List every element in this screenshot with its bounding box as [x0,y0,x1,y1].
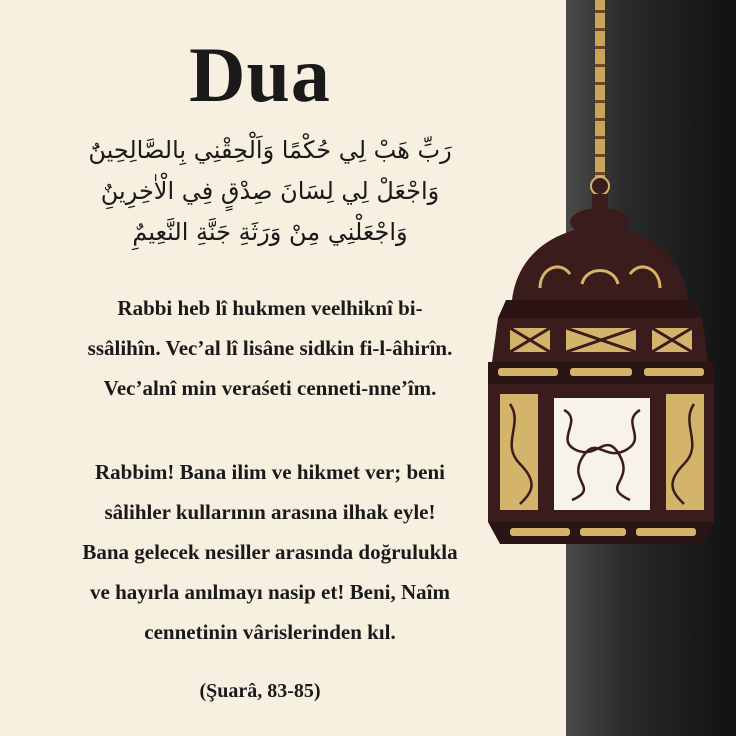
translation-line: Rabbim! Bana ilim ve hikmet ver; beni [95,460,445,484]
transliteration [20,288,520,408]
ramadan-lantern-icon [470,0,736,560]
arabic-line: وَاجْعَلْنِي مِنْ وَرَثَةِ جَنَّةِ النَّعِيمٌِ [132,218,408,246]
arabic-line: رَبِّ هَبْ لِي حُكْمًا وَاَلْحِقْنِي بِالصَّالِحِينٌَ [88,136,452,164]
translation-line: sâlihler kullarının arasına ilhak eyle! [104,500,436,524]
arabic-line: وَاجْعَلْ لِي لِسَانَ صِدْقٍ فِي الْاٰخِرِينٌِ [100,177,440,205]
transliteration-line: Vec’alnî min veraśeti cenneti-nne’îm. [103,376,437,400]
translation-line: cennetinin vârislerinden kıl. [144,620,396,644]
translation [20,452,520,652]
arabic-verse [20,130,520,253]
verse-reference: (Şuarâ, 83-85) [199,680,321,702]
transliteration-line: Rabbi heb lî hukmen veelhiknî bi- [117,296,423,320]
translation-line: ve hayırla anılmayı nasip et! Beni, Naîm [90,580,450,604]
translation-line: Bana gelecek nesiller arasında doğrulukla [82,540,458,564]
transliteration-line: ssâlihîn. Vec’al lî lisâne sidkin fi-l-âhirîn. [87,336,453,360]
page-title: Dua [189,31,331,118]
